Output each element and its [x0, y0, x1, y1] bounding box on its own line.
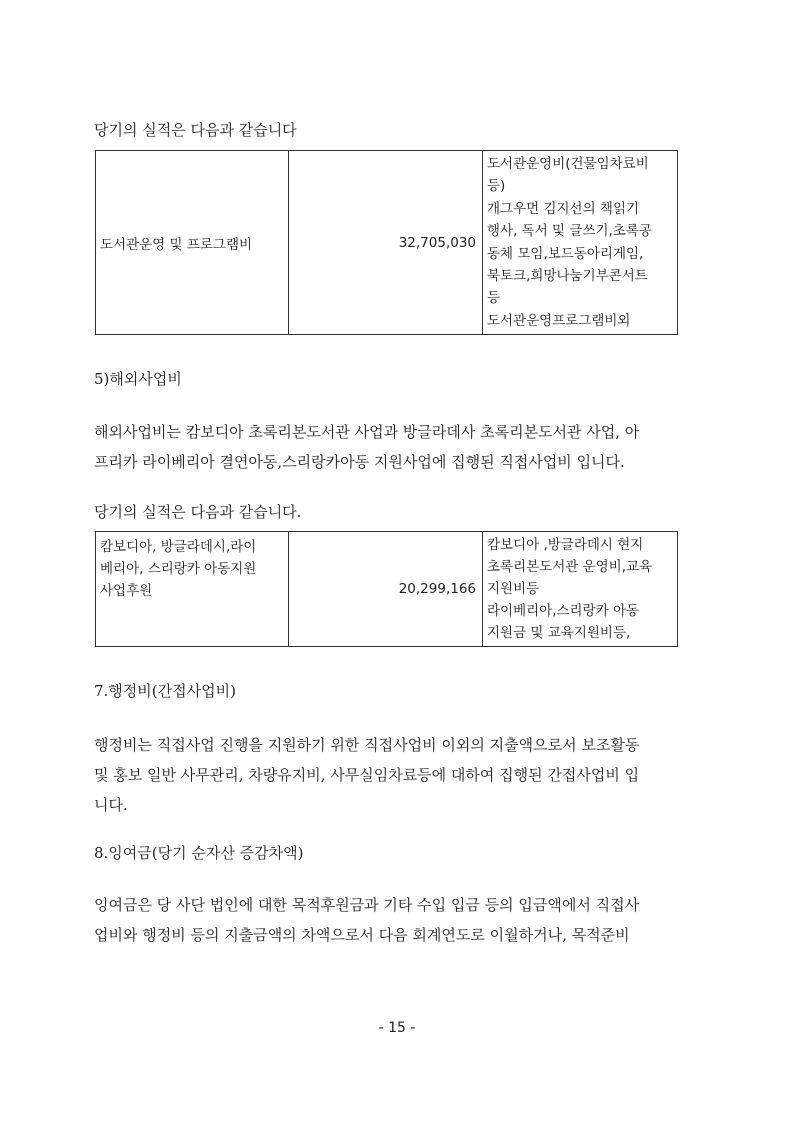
section-heading-admin: 7.행정비(간접사업비) — [94, 682, 236, 700]
note-line: 초록리본도서관 운영비,교육 — [487, 559, 653, 575]
paragraph-line: 프리카 라이베리아 결연아동,스리랑카아동 지원사업에 집행된 직접사업비 입니다. — [94, 453, 625, 471]
note-line: 지원비등 — [487, 581, 540, 597]
table2-intro: 당기의 실적은 다음과 같습니다. — [94, 503, 302, 521]
paragraph-line: 업비와 행정비 등의 지출금액의 차액으로서 다음 회계연도로 이월하거나, 목적준비 — [94, 926, 630, 944]
note-line: 등 — [487, 290, 501, 307]
program-cost-table — [95, 150, 678, 335]
item-name-cell: 도서관운영 및 프로그램비 — [96, 151, 289, 335]
paragraph-line: 행정비는 직접사업 진행을 지원하기 위한 직접사업비 이외의 지출액으로서 보조활동 — [94, 736, 640, 754]
table1-intro: 당기의 실적은 다음과 같습니다 — [94, 121, 297, 139]
surplus-paragraph — [94, 890, 674, 950]
note-line: 캄보디아 ,방글라데시 현지 — [487, 537, 644, 553]
paragraph-line: 및 홍보 일반 사무관리, 차량유지비, 사무실임차료등에 대하여 집행된 간접사업비 입 — [94, 766, 640, 784]
page-number: - 15 - — [378, 1020, 416, 1036]
amount-cell: 20,299,166 — [289, 532, 483, 647]
admin-paragraph — [94, 730, 674, 820]
paragraph-line: 잉여금은 당 사단 법인에 대한 목적후원금과 기타 수입 입금 등의 입금액에서 직접사 — [94, 896, 640, 914]
name-line: 캄보디아, 방글라데시,라이 — [100, 539, 257, 555]
note-line: 북토크,희망나눔기부콘서트 — [487, 268, 648, 285]
note-line: 라이베리아,스리랑카 아동 — [487, 603, 640, 619]
notes-cell — [483, 151, 678, 335]
section-heading-surplus: 8.잉여금(당기 순자산 증감차액) — [94, 844, 304, 862]
note-line: 도서관운영비(건물임차료비 — [487, 156, 649, 172]
note-line: 도서관운영프로그램비외 — [487, 312, 631, 329]
note-line: 개그우먼 김지선의 책읽기 — [487, 200, 640, 217]
item-name-cell — [96, 532, 289, 647]
notes-cell — [483, 532, 678, 647]
table-row — [96, 532, 678, 647]
name-line: 사업후원 — [100, 583, 153, 599]
name-line: 베리아, 스리랑카 아동지원 — [100, 561, 257, 577]
section-heading-overseas: 5)해외사업비 — [94, 370, 182, 388]
amount-cell: 32,705,030 — [289, 151, 483, 335]
paragraph-line: 해외사업비는 캄보디아 초록리본도서관 사업과 방글라데사 초록리본도서관 사업, 아 — [94, 423, 640, 441]
overseas-paragraph — [94, 417, 674, 477]
overseas-cost-table — [95, 531, 678, 647]
note-line: 지원금 및 교육지원비등, — [487, 625, 631, 641]
paragraph-line: 니다. — [94, 796, 128, 814]
table-row — [96, 151, 678, 335]
note-line: 행사, 독서 및 글쓰기,초록공 — [487, 223, 652, 240]
note-line: 등) — [487, 178, 506, 195]
note-line: 동체 모임,보드동아리게임, — [487, 245, 644, 262]
